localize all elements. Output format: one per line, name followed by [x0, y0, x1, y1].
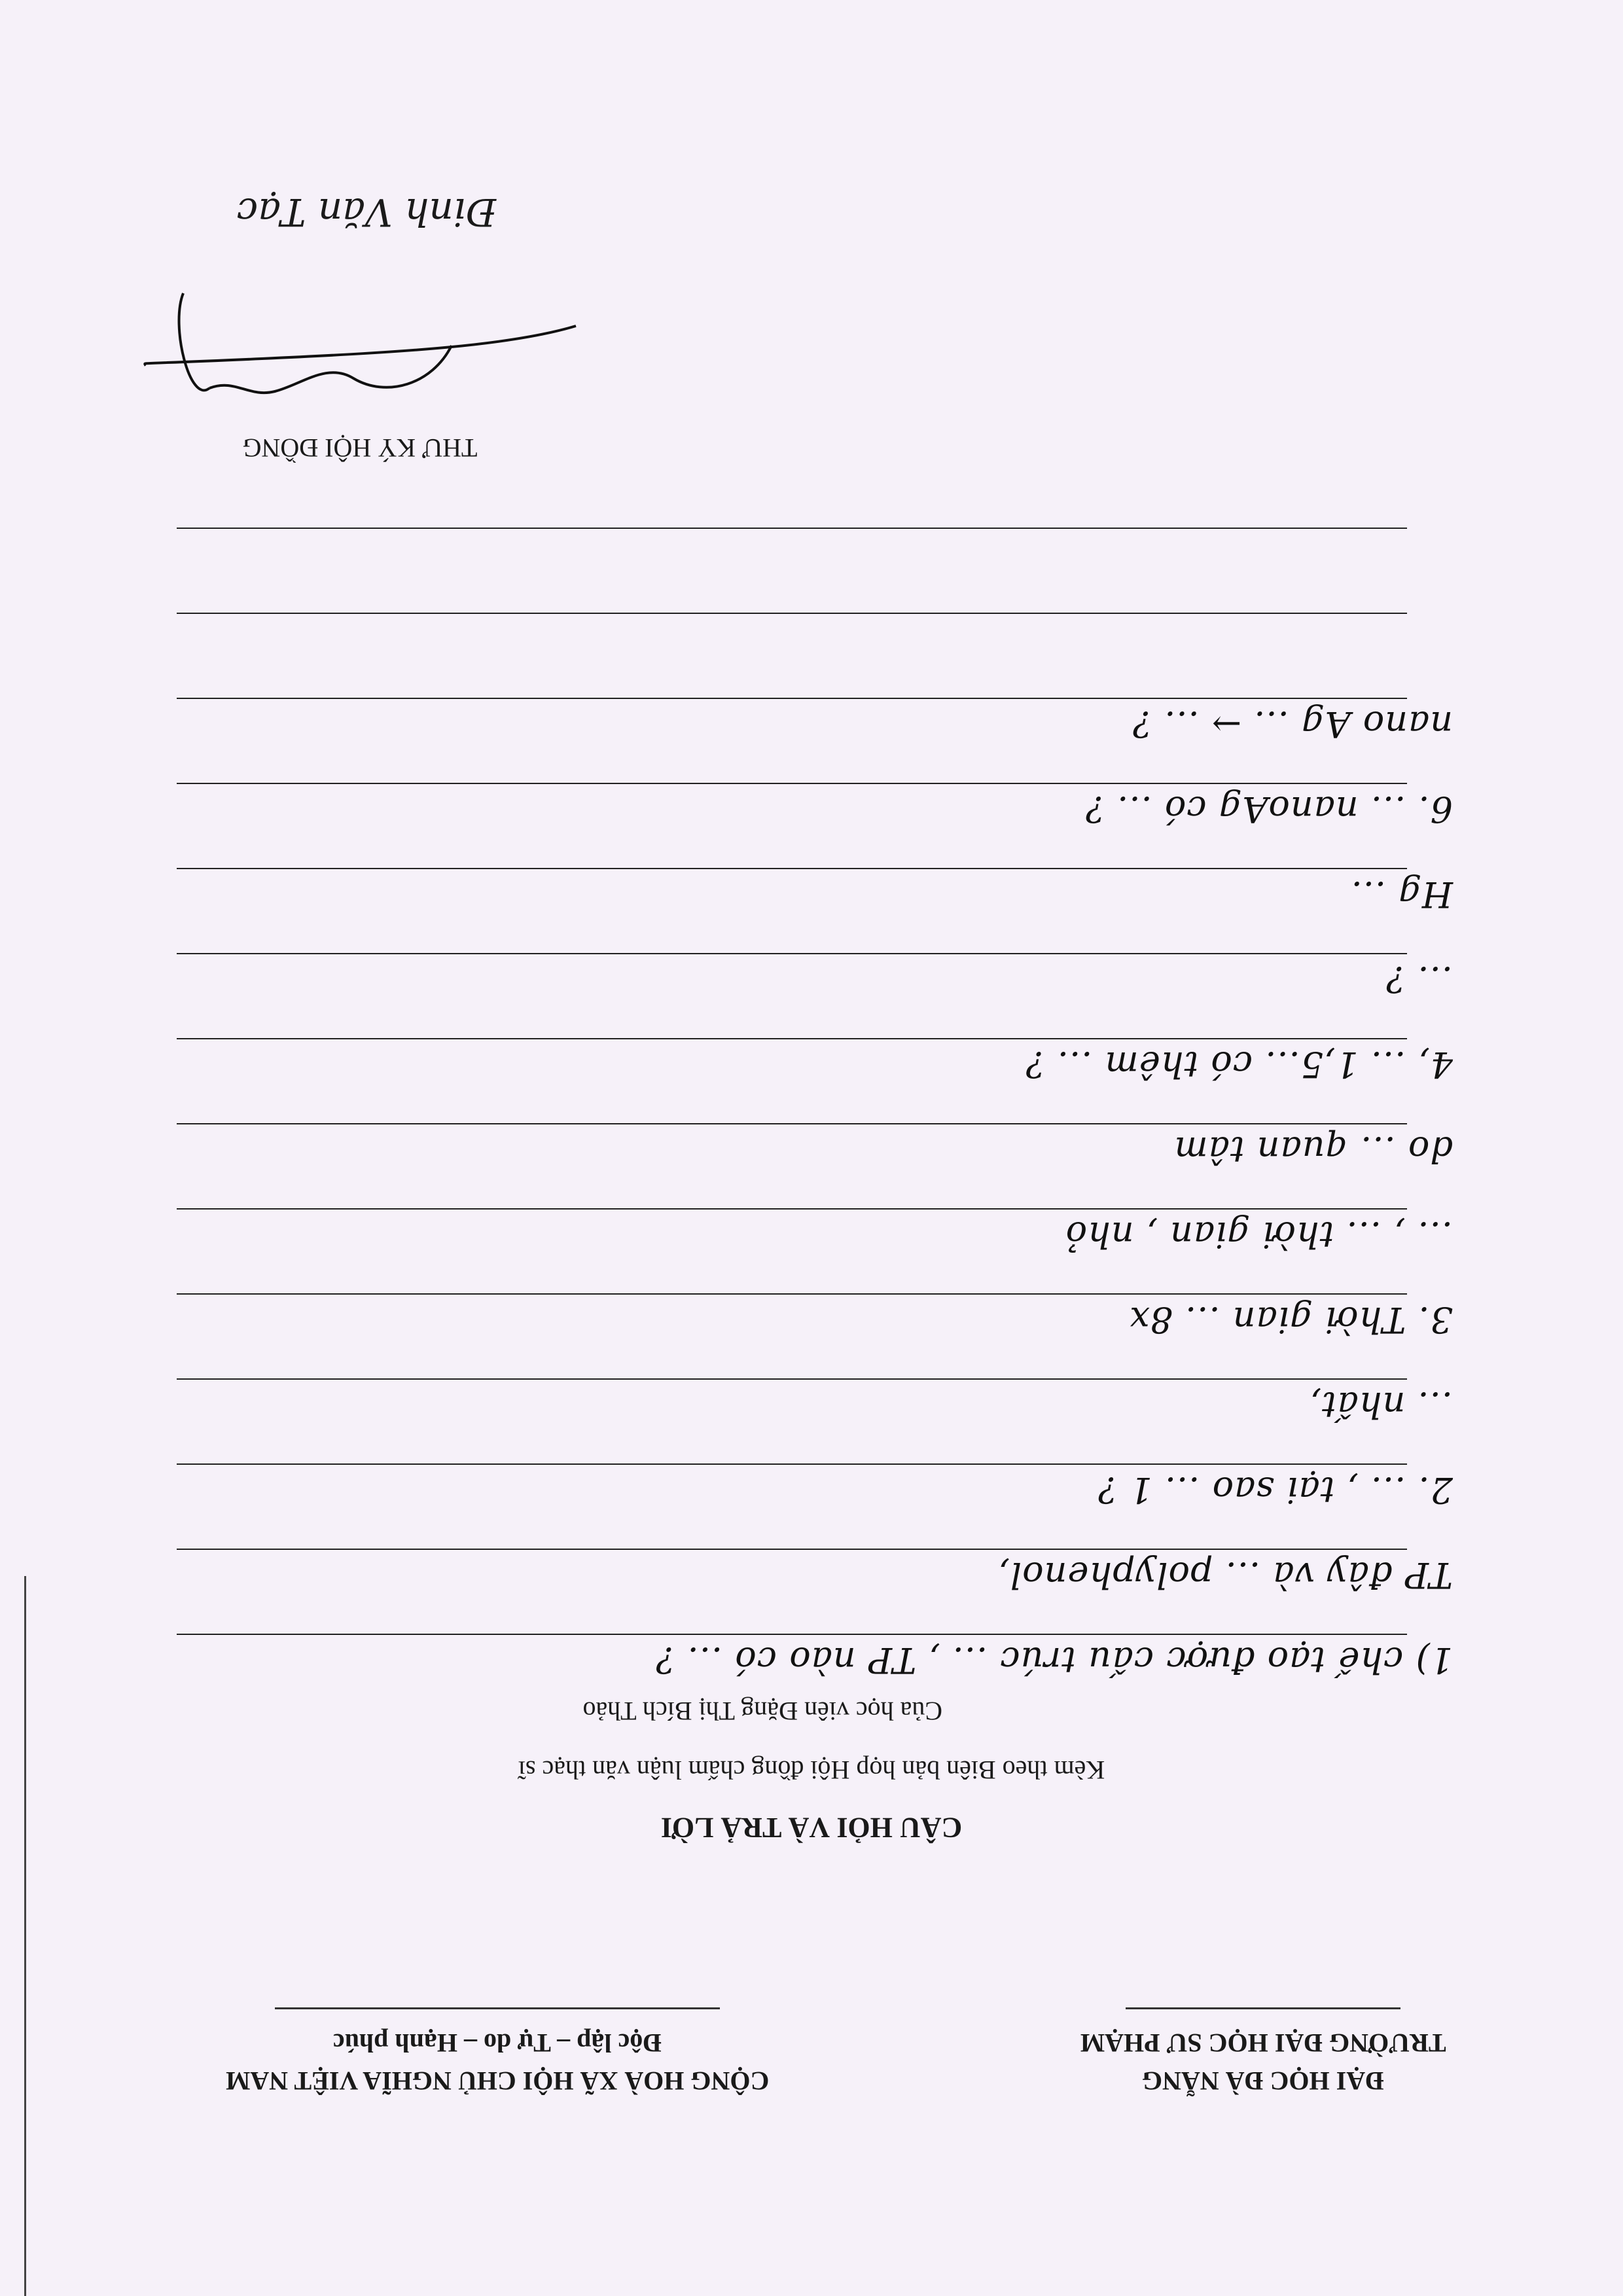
signature-name: Đinh Văn Tạc [236, 190, 497, 234]
ruled-line [177, 1293, 1407, 1295]
handwritten-line: 3. Thời gian ... 8x [1129, 1299, 1453, 1340]
document-title: CÂU HỎI VÀ TRẢ LỜI [660, 1812, 963, 1844]
ruled-line [177, 698, 1407, 699]
ruled-line [177, 1123, 1407, 1124]
university-name: ĐẠI HỌC ĐÀ NẴNG [1142, 2066, 1384, 2096]
ruled-line [177, 1038, 1407, 1039]
handwritten-line: 6. ... nanoAg có ... ? [1085, 789, 1453, 830]
header-right-rule [275, 2007, 720, 2009]
document-subtitle: Kèm theo Biên bản họp Hội đồng chấm luận văn thạc sĩ [518, 1755, 1105, 1785]
left-margin-rule [24, 1576, 26, 2296]
handwritten-signature [131, 280, 602, 424]
handwritten-line: ... nhất, [1309, 1384, 1453, 1426]
header-left-rule [1126, 2007, 1400, 2009]
ruled-line [177, 1378, 1407, 1380]
handwritten-line: 4, ... 1,5... có thêm ... ? [1025, 1044, 1453, 1085]
ruled-line [177, 783, 1407, 784]
faculty-name: TRƯỜNG ĐẠI HỌC SƯ PHẠM [1080, 2028, 1446, 2058]
ruled-line [177, 613, 1407, 614]
handwritten-line: nano Ag ... → ... ? [1132, 704, 1453, 745]
signature-title: THƯ KÝ HỘI ĐỒNG [242, 433, 478, 463]
handwritten-line: ... , ... thời gian , nhỏ [1065, 1214, 1453, 1255]
student-line: Của học viên Đặng Thị Bích Thảo [582, 1696, 942, 1726]
header-left [975, 2007, 1551, 2100]
national-slogan: Độc lập – Tự do – Hạnh phúc [332, 2028, 662, 2058]
ruled-line [177, 528, 1407, 529]
ruled-line [177, 1463, 1407, 1465]
ruled-line [177, 1208, 1407, 1210]
handwritten-line: 2. ... , tại sao ... 1 ? [1097, 1469, 1453, 1511]
handwritten-line: TP đây và ... polyphenol, [997, 1554, 1453, 1596]
header-right [111, 2007, 883, 2100]
ruled-line [177, 1634, 1407, 1635]
handwritten-line: ... ? [1385, 959, 1453, 1000]
handwritten-line: Hg ... [1350, 874, 1453, 915]
ruled-line [177, 953, 1407, 954]
ruled-line [177, 1549, 1407, 1550]
national-motto: CỘNG HOÀ XÃ HỘI CHỦ NGHĨA VIỆT NAM [225, 2066, 770, 2096]
handwritten-line: do ... quan tâm [1173, 1129, 1453, 1170]
ruled-line [177, 868, 1407, 869]
handwritten-line: 1) chế tạo được cấu trúc ... , TP nào có ... ? [655, 1640, 1453, 1681]
